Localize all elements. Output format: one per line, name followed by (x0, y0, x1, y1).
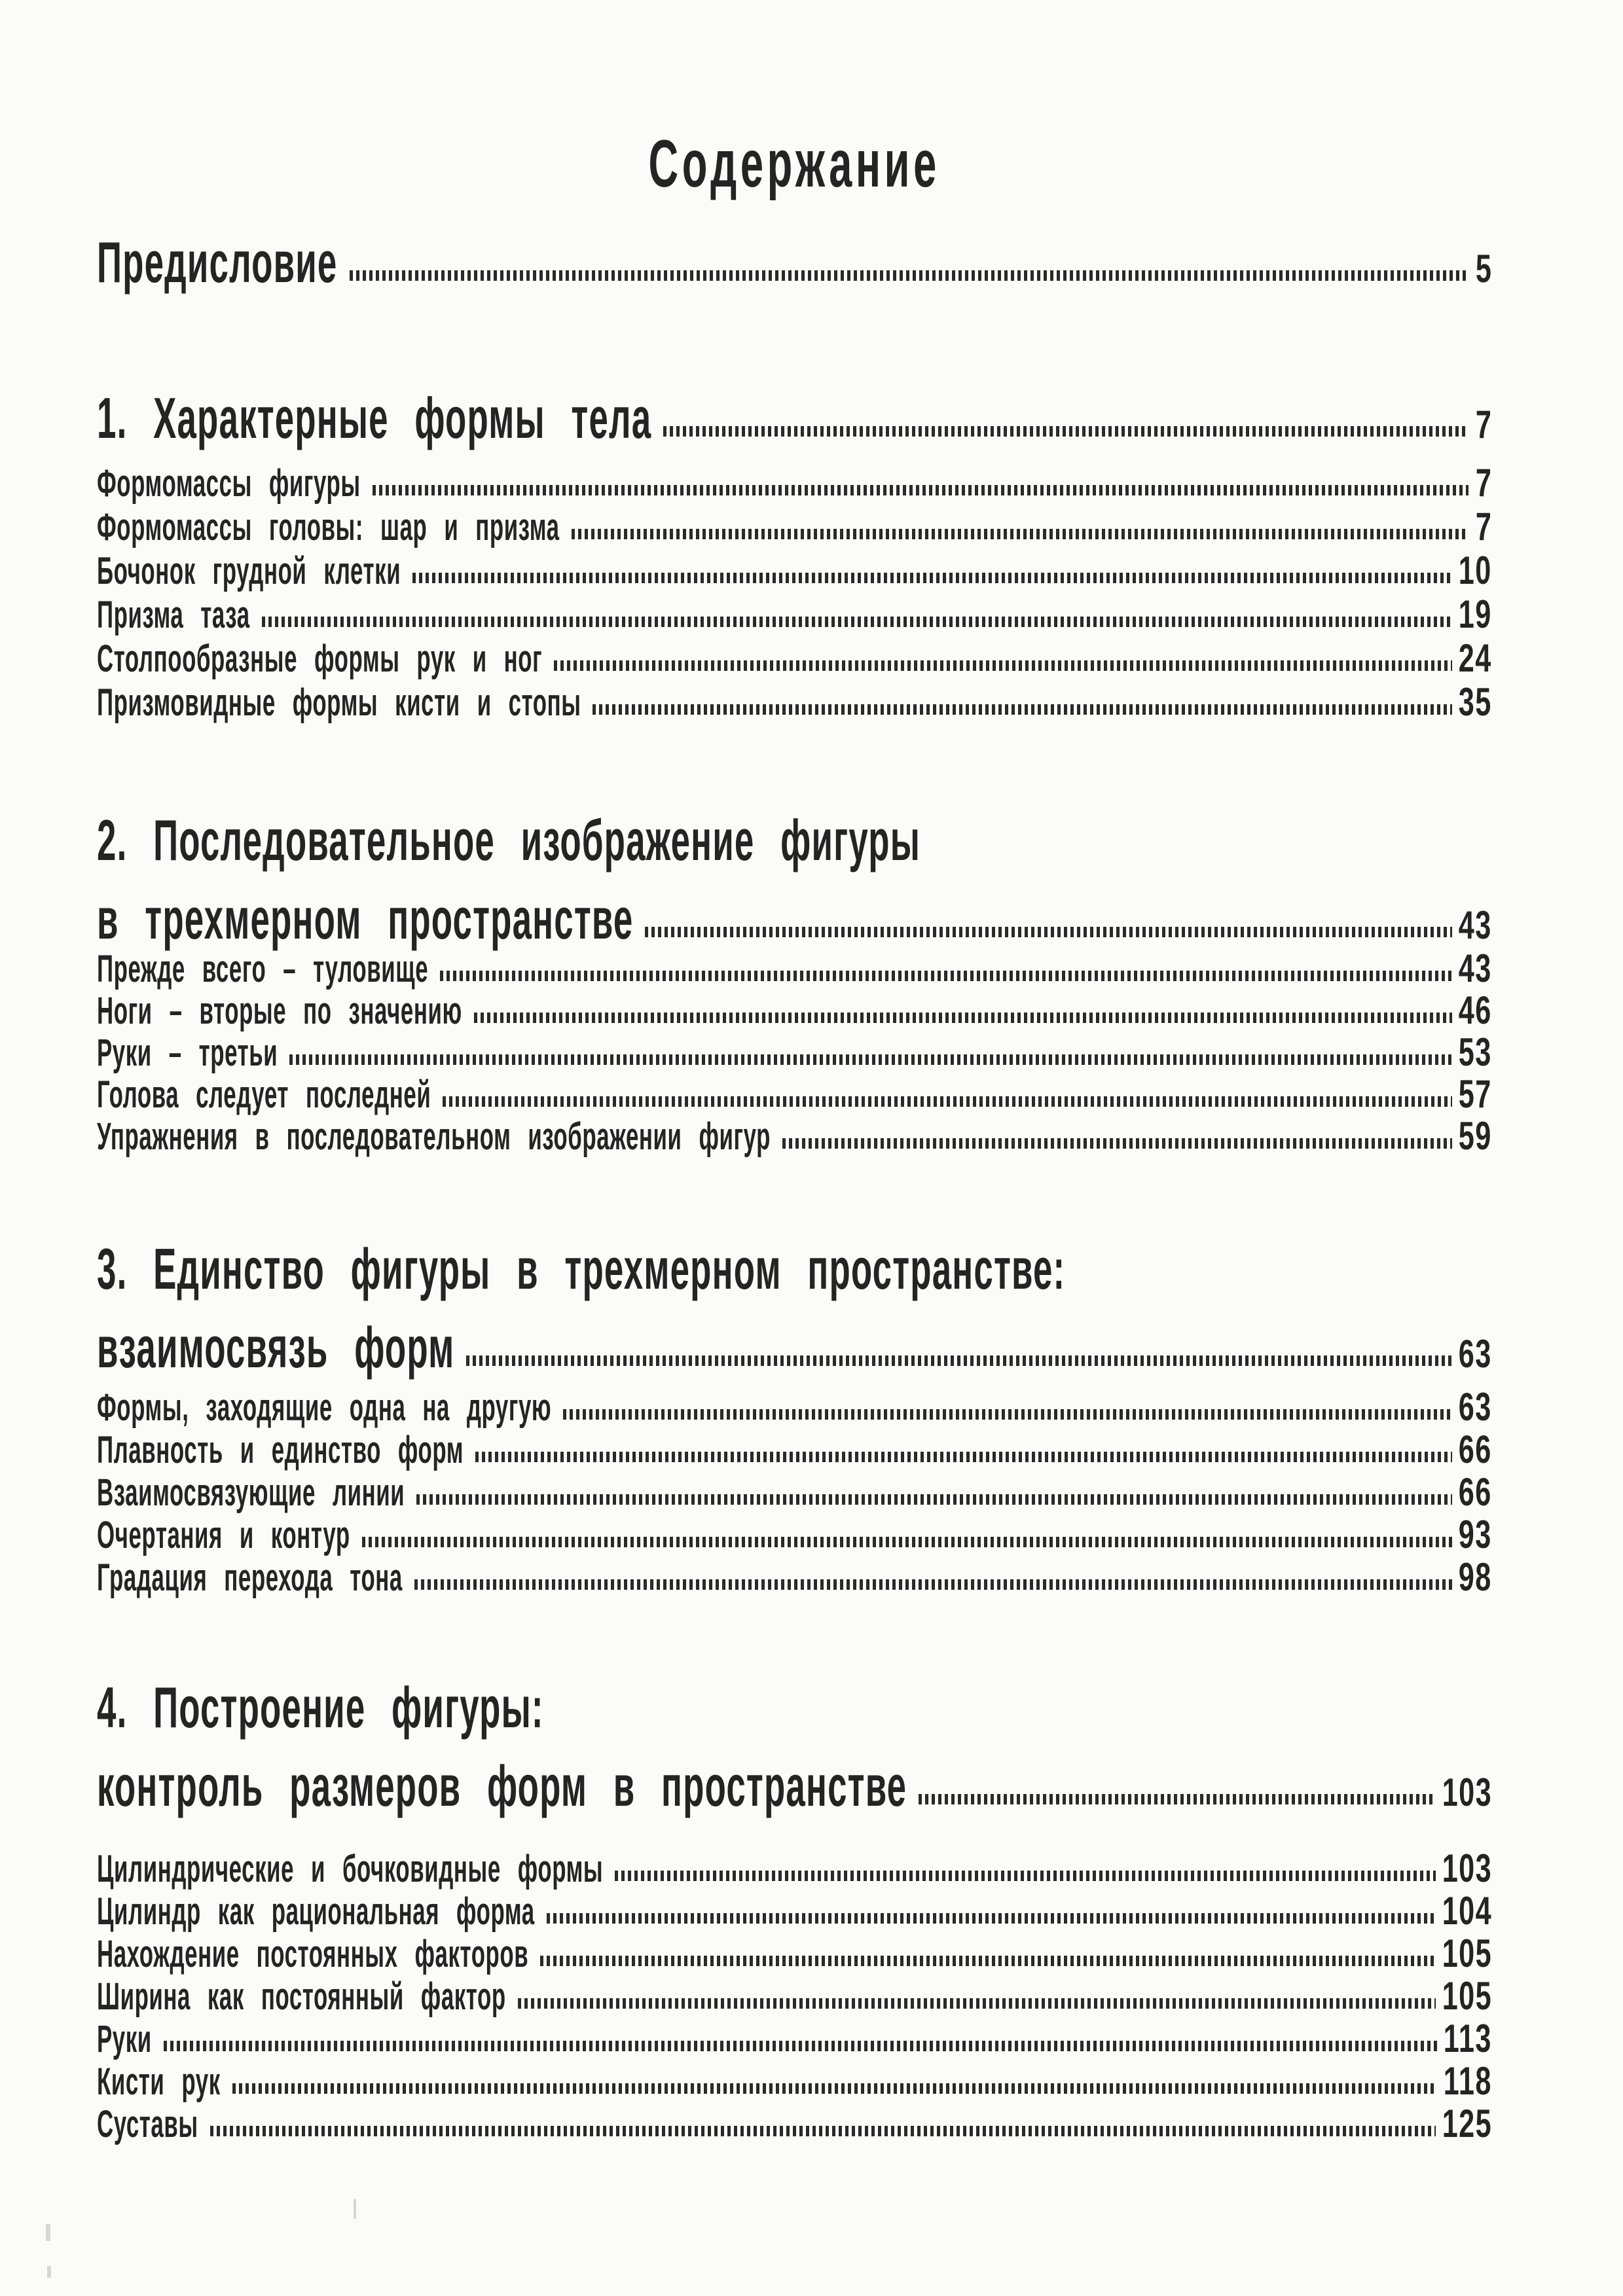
toc-entry-page: 43 (1459, 946, 1492, 990)
chapter-heading-line2 (97, 886, 1492, 951)
toc-entry (97, 548, 1492, 592)
toc-entry (97, 592, 1492, 636)
toc-entry-label: Столпообразные формы рук и ног (97, 637, 543, 680)
toc-entry (97, 946, 1492, 990)
dot-leader (615, 1871, 1435, 1881)
toc-entry-label: Формомассы фигуры (97, 462, 361, 505)
toc-entry (97, 2104, 1492, 2144)
scan-speck (47, 2266, 51, 2278)
chapter-heading-label: взаимосвязь форм (97, 1315, 455, 1380)
toc-entry (97, 1114, 1492, 1158)
toc-entry (97, 507, 1492, 547)
dot-leader (547, 1913, 1436, 1924)
toc-entry-label: Цилиндр как рациональная форма (97, 1890, 535, 1933)
toc-entry (97, 463, 1492, 503)
dot-leader (475, 1452, 1452, 1462)
toc-entry-label: Ширина как постоянный фактор (97, 1975, 506, 2018)
toc-entry-label: Голова следует последней (97, 1073, 431, 1116)
dot-leader (782, 1138, 1452, 1149)
chapter-heading (97, 386, 1492, 450)
dot-leader (563, 1409, 1452, 1420)
dot-leader (554, 660, 1452, 671)
toc-entry-page: 125 (1442, 2102, 1492, 2145)
toc-entry-label: Нахождение постоянных факторов (97, 1933, 529, 1975)
chapter-heading-label: контроль размеров форм в пространстве (97, 1753, 907, 1818)
page-title-text: Содержание (648, 126, 941, 201)
dot-leader (440, 971, 1452, 981)
toc-entry (97, 1385, 1492, 1429)
dot-leader (362, 1537, 1452, 1547)
toc-entry (97, 1974, 1492, 2018)
chapter-heading (97, 808, 1492, 872)
chapter-heading-line2 (97, 1315, 1492, 1380)
chapter-heading-label: 2. Последовательное изображение фигуры (97, 808, 921, 872)
dot-leader (518, 1998, 1436, 2009)
toc-entry-page: 66 (1459, 1470, 1492, 1514)
toc-entry (97, 2019, 1492, 2058)
toc-entry-page: 98 (1459, 1555, 1492, 1599)
dot-leader (164, 2041, 1437, 2051)
chapter-heading-label: 3. Единство фигуры в трехмерном пространстве: (97, 1236, 1066, 1301)
toc-entry-page: 104 (1442, 1889, 1492, 1933)
toc-entry-label: Очертания и контур (97, 1514, 350, 1556)
toc-entry-label: Цилиндрические и бочковидные формы (97, 1848, 604, 1890)
toc-entry-label: Градация перехода тона (97, 1556, 403, 1599)
dot-leader (663, 426, 1468, 437)
dot-leader (645, 927, 1452, 937)
dot-leader (373, 485, 1469, 495)
toc-entry-label: Призмовидные формы кисти и стопы (97, 681, 581, 724)
toc-entry-page: 35 (1459, 680, 1492, 724)
toc-entry-label: Упражнения в последовательном изображении фигур (97, 1115, 771, 1158)
toc-entry (97, 636, 1492, 680)
toc-entry-label: Формы, заходящие одна на другую (97, 1386, 552, 1429)
chapter-page: 43 (1459, 903, 1492, 947)
toc-entry-page: 19 (1459, 592, 1492, 636)
dot-leader (443, 1096, 1452, 1107)
toc-entry (97, 1030, 1492, 1074)
toc-entry-page: 103 (1442, 1846, 1492, 1890)
chapter-page: 63 (1459, 1332, 1492, 1376)
chapter-page: 103 (1442, 1770, 1492, 1814)
dot-leader (416, 1494, 1452, 1505)
toc-entry (97, 1072, 1492, 1116)
toc-entry-label: Плавность и единство форм (97, 1429, 464, 1471)
page-title (97, 126, 1492, 201)
chapter-heading (97, 1675, 1492, 1740)
dot-leader (466, 1355, 1452, 1366)
toc-entry-page: 46 (1459, 988, 1492, 1032)
toc-entry-label: Руки – третьи (97, 1031, 278, 1074)
toc-entry (97, 680, 1492, 724)
toc-entry (97, 1846, 1492, 1890)
toc-entry-label: Руки (97, 2018, 152, 2060)
toc-entry-label: Бочонок грудной клетки (97, 550, 401, 592)
dot-leader (350, 270, 1469, 281)
chapter-heading-label: в трехмерном пространстве (97, 886, 634, 951)
toc-entry-page: 118 (1443, 2059, 1492, 2103)
toc-entry (97, 1427, 1492, 1471)
toc-entry-page: 105 (1442, 1931, 1492, 1975)
scan-speck (46, 2224, 50, 2241)
toc-entry-label: Прежде всего – туловище (97, 948, 429, 990)
toc-entry-page: 63 (1459, 1385, 1492, 1429)
chapter-heading-line2 (97, 1753, 1492, 1818)
dot-leader (412, 573, 1452, 583)
toc-content (97, 0, 1492, 2296)
dot-leader (289, 1054, 1452, 1065)
chapter-heading-label: 1. Характерные формы тела (97, 386, 652, 450)
toc-entry-page: 53 (1459, 1030, 1492, 1074)
dot-leader (593, 704, 1452, 715)
toc-entry-page: 57 (1459, 1072, 1492, 1116)
toc-entry-label: Кисти рук (97, 2060, 221, 2103)
toc-entry-label: Предисловие (97, 230, 338, 295)
toc-entry-label: Ноги – вторые по значению (97, 990, 462, 1032)
toc-entry (97, 1931, 1492, 1975)
toc-entry (97, 988, 1492, 1032)
toc-entry-page: 66 (1459, 1427, 1492, 1471)
toc-entry (97, 1555, 1492, 1599)
toc-entry-page: 5 (1475, 247, 1492, 291)
dot-leader (919, 1794, 1435, 1804)
toc-entry (97, 1470, 1492, 1514)
toc-entry-page: 24 (1459, 636, 1492, 680)
dot-leader (414, 1579, 1452, 1590)
chapter-page: 7 (1475, 403, 1492, 446)
dot-leader (540, 1956, 1435, 1966)
toc-entry (97, 1515, 1492, 1554)
toc-entry (97, 2059, 1492, 2103)
toc-entry-page: 59 (1459, 1114, 1492, 1158)
toc-entry-page: 7 (1475, 461, 1492, 505)
dot-leader (262, 617, 1452, 627)
toc-entry-label: Суставы (97, 2103, 198, 2145)
chapter-heading-label: 4. Построение фигуры: (97, 1675, 544, 1740)
dot-leader (572, 529, 1469, 539)
dot-leader (474, 1013, 1452, 1023)
toc-entry-page: 7 (1475, 505, 1492, 548)
chapter-heading (97, 1236, 1492, 1301)
toc-entry-page: 93 (1459, 1513, 1492, 1556)
toc-entry-page: 105 (1442, 1974, 1492, 2018)
toc-entry-label: Формомассы головы: шар и призма (97, 506, 560, 548)
toc-entry-label: Взаимосвязующие линии (97, 1471, 405, 1514)
toc-entry-page: 10 (1459, 548, 1492, 592)
toc-entry-label: Призма таза (97, 594, 250, 636)
toc-entry-page: 113 (1443, 2017, 1492, 2060)
dot-leader (232, 2083, 1437, 2094)
toc-entry (97, 1889, 1492, 1933)
dot-leader (210, 2126, 1436, 2136)
toc-entry-preface (97, 230, 1492, 295)
scan-speck (354, 2199, 356, 2219)
